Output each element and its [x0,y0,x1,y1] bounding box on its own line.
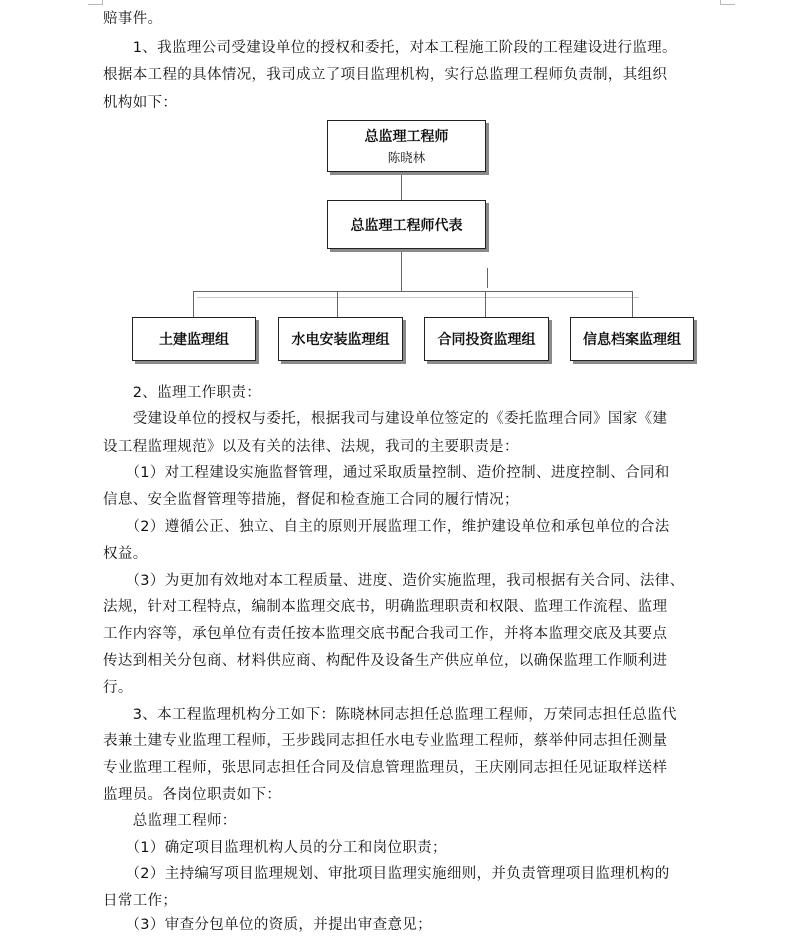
org-box-hydroelectric-group [278,317,403,361]
connector-horizontal-bus-shadow [197,297,639,298]
text-line: 赔事件。 [103,11,163,27]
connector-horizontal-bus [193,291,633,292]
org-box-title: 总监理工程师 [364,129,449,145]
text-line: （1）对工程建设实施监督管理，通过采取质量控制、造价控制、进度控制、合同和 [103,465,670,481]
text-line: （2）遵循公正、独立、自主的原则开展监理工作，维护建设单位和承包单位的合法 [103,519,670,535]
connector-mark [487,268,488,288]
text-line: 2、监理工作职责： [103,385,262,401]
org-box-information-archive-group [570,317,694,361]
text-line: 总监理工程师： [103,813,237,829]
org-box-title: 合同投资监理组 [437,332,536,348]
text-line: 受建设单位的授权与委托，根据我司与建设单位签定的《委托监理合同》国家《建 [103,411,668,427]
text-line: （1）确定项目监理机构人员的分工和岗位职责； [103,840,447,856]
connector-drop-2 [337,291,338,317]
org-box-chief-deputy [327,200,486,249]
text-line: 表兼土建专业监理工程师，王步践同志担任水电专业监理工程师，蔡举仲同志担任测量 [103,733,668,749]
connector-top-to-deputy [401,172,402,200]
text-line: 3、本工程监理机构分工如下：陈晓林同志担任总监理工程师，万荣同志担任总监代 [103,707,677,723]
text-line: 传达到相关分包商、材料供应商、构配件及设备生产供应单位，以确保监理工作顺利进 [103,653,668,669]
page-corner-mark-left [88,0,103,5]
connector-drop-1 [193,291,194,317]
org-box-contract-investment-group [424,317,549,361]
text-line: （2）主持编写项目监理规划、审批项目监理实施细则，并负责管理项目监理机构的 [103,866,670,882]
org-box-title: 土建监理组 [159,332,229,348]
connector-drop-3 [485,291,486,317]
text-line: 专业监理工程师，张思同志担任合同及信息管理监理员，王庆刚同志担任见证取样送样 [103,760,668,776]
text-line: 工作内容等，承包单位有责任按本监理交底书配合我司工作，并将本监理交底及其要点 [103,626,668,642]
text-line: 1、我监理公司受建设单位的授权和委托，对本工程施工阶段的工程建设进行监理。 [103,40,677,56]
text-line: 权益。 [103,546,148,562]
text-line: 法规，针对工程特点，编制本监理交底书，明确监理职责和权限、监理工作流程、监理 [103,599,668,615]
org-box-civil-group [132,317,256,361]
text-line: 根据本工程的具体情况，我司成立了项目监理机构，实行总监理工程师负责制，其组织 [103,67,668,83]
page-corner-mark-right [720,0,735,5]
text-line: 监理员。各岗位职责如下： [103,787,282,803]
org-box-title: 水电安装监理组 [291,332,390,348]
text-line: 信息、安全监督管理等措施，督促和检查施工合同的履行情况； [103,492,519,508]
connector-drop-4 [632,291,633,317]
text-line: （3）为更加有效地对本工程质量、进度、造价实施监理，我司根据有关合同、法律、 [103,573,685,589]
text-line: 机构如下： [103,95,178,111]
text-line: 设工程监理规范》以及有关的法律、法规，我司的主要职责是： [103,439,519,455]
org-box-person-name: 陈晓林 [387,150,426,165]
text-line: 行。 [103,680,133,696]
org-box-chief-supervisor [327,120,486,172]
org-box-title: 信息档案监理组 [583,332,681,348]
text-line: （3）审查分包单位的资质，并提出审查意见； [103,917,433,933]
connector-deputy-down [401,248,402,292]
org-box-title: 总监理工程师代表 [350,217,463,234]
text-line: 日常工作； [103,893,178,909]
